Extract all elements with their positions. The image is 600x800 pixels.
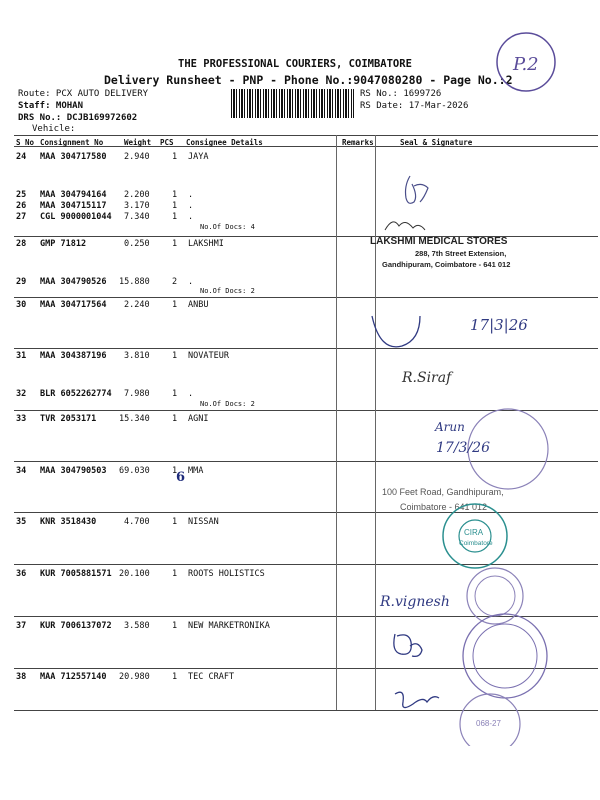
staff-label: Staff: MOHAN <box>18 101 84 111</box>
row-weight: 15.340 <box>119 414 150 424</box>
row-sno: 37 <box>16 621 27 631</box>
agency-stamp-address: 100 Feet Road, Gandhipuram, <box>382 487 504 497</box>
handwritten-date-row-33: 17/3/26 <box>436 440 490 456</box>
row-consignee: AGNI <box>188 414 209 424</box>
col-sno: S No <box>16 138 35 147</box>
row-consignment: MAA 304715117 <box>40 201 107 211</box>
row-weight: 7.980 <box>124 389 150 399</box>
row-consignment: MAA 304717580 <box>40 152 107 162</box>
row-consignee: ANBU <box>188 300 209 310</box>
row-weight: 2.240 <box>124 300 150 310</box>
row-pcs: 1 <box>172 466 178 476</box>
vehicle-label: Vehicle: <box>32 124 76 134</box>
row-consignment: MAA 304790526 <box>40 277 107 287</box>
lakshmi-stamp-address: 288, 7th Street Extension, <box>415 249 507 258</box>
row-sno: 24 <box>16 152 27 162</box>
handwritten-signature-row-33: Arun <box>435 420 465 434</box>
handwritten-signature-row-36: R.vignesh <box>380 594 450 610</box>
row-consignee: LAKSHMI <box>188 239 224 249</box>
row-weight: 69.030 <box>119 466 150 476</box>
row-sno: 32 <box>16 389 27 399</box>
page-number-mark: P.2 <box>513 54 539 75</box>
bottom-stamp-code: 068-27 <box>476 719 501 728</box>
row-sno: 34 <box>16 466 27 476</box>
row-weight: 0.250 <box>124 239 150 249</box>
row-sno: 25 <box>16 190 27 200</box>
row-weight: 7.340 <box>124 212 150 222</box>
signature-row-38 <box>395 692 439 707</box>
lakshmi-stamp-city: Gandhipuram, Coimbatore - 641 012 <box>382 260 511 269</box>
col-remarks: Remarks <box>342 138 374 147</box>
row-weight: 3.580 <box>124 621 150 631</box>
row-consignee: TEC CRAFT <box>188 672 235 682</box>
col-consignment: Consignment No <box>40 138 104 147</box>
route-label: Route: PCX AUTO DELIVERY <box>18 89 149 99</box>
row-consignee: NISSAN <box>188 517 219 527</box>
row-pcs: 1 <box>172 190 178 200</box>
row-consignee: . <box>188 212 194 222</box>
docs-count: No.Of Docs: 2 <box>200 400 255 408</box>
row-consignee: . <box>188 201 194 211</box>
row-weight: 3.810 <box>124 351 150 361</box>
agency-stamp-city: Coimbatore - 641 012 <box>400 502 488 512</box>
row-pcs: 1 <box>172 152 178 162</box>
row-sno: 36 <box>16 569 27 579</box>
row-consignment: GMP 71812 <box>40 239 87 249</box>
signature-row-24 <box>406 176 429 203</box>
row-sno: 30 <box>16 300 27 310</box>
signature-row-30 <box>372 316 420 347</box>
row-sno: 35 <box>16 517 27 527</box>
cira-stamp-name: CIRA <box>464 528 484 537</box>
row-weight: 15.880 <box>119 277 150 287</box>
row-pcs: 1 <box>172 300 178 310</box>
col-seal-signature: Seal & Signature <box>400 138 473 147</box>
page-number-stamp <box>494 30 558 94</box>
docs-count: No.Of Docs: 2 <box>200 287 255 295</box>
row-consignment: KNR 3518430 <box>40 517 97 527</box>
col-consignee: Consignee Details <box>186 138 263 147</box>
row-pcs: 1 <box>172 414 178 424</box>
row-consignment: KUR 7005881571 <box>40 569 112 579</box>
row-consignee: ROOTS HOLISTICS <box>188 569 265 579</box>
row-consignee: NEW MARKETRONIKA <box>188 621 270 631</box>
row-consignment: KUR 7006137072 <box>40 621 112 631</box>
row-consignee: . <box>188 389 194 399</box>
row-consignee: . <box>188 277 194 287</box>
row-pcs: 1 <box>172 351 178 361</box>
row-consignee: JAYA <box>188 152 209 162</box>
row-sno: 28 <box>16 239 27 249</box>
row-weight: 20.100 <box>119 569 150 579</box>
signature-row-28 <box>385 222 425 230</box>
row-sno: 27 <box>16 212 27 222</box>
row-sno: 26 <box>16 201 27 211</box>
row-weight: 2.940 <box>124 152 150 162</box>
row-consignment: MAA 712557140 <box>40 672 107 682</box>
row-sno: 33 <box>16 414 27 424</box>
barcode <box>231 89 354 118</box>
row-pcs: 1 <box>172 239 178 249</box>
row-consignee: NOVATEUR <box>188 351 229 361</box>
handwritten-pcs-correction: 6 <box>176 470 186 485</box>
row-consignment: MAA 304790503 <box>40 466 107 476</box>
drs-number: DRS No.: DCJB169972602 <box>18 113 138 123</box>
row-pcs: 1 <box>172 672 178 682</box>
row-weight: 20.980 <box>119 672 150 682</box>
seal-signature-area <box>340 146 598 746</box>
lakshmi-stamp-name: LAKSHMI MEDICAL STORES <box>370 236 508 247</box>
row-sno: 29 <box>16 277 27 287</box>
company-title: THE PROFESSIONAL COURIERS, COIMBATORE <box>178 58 412 70</box>
col-weight: Weight <box>124 138 152 147</box>
signature-row-37 <box>394 634 422 656</box>
row-weight: 4.700 <box>124 517 150 527</box>
row-consignment: MAA 304387196 <box>40 351 107 361</box>
row-pcs: 1 <box>172 517 178 527</box>
row-consignment: MAA 304717564 <box>40 300 107 310</box>
rs-number: RS No.: 1699726 <box>360 89 442 99</box>
row-pcs: 1 <box>172 621 178 631</box>
rs-date: RS Date: 17-Mar-2026 <box>360 101 469 111</box>
row-weight: 3.170 <box>124 201 150 211</box>
row-consignee: MMA <box>188 466 204 476</box>
runsheet-title: Delivery Runsheet - PNP - Phone No.:9047080280 - Page No.:2 <box>104 73 513 87</box>
row-pcs: 1 <box>172 569 178 579</box>
handwritten-signature-row-31: R.Siraf <box>402 370 452 386</box>
row-consignment: TVR 2053171 <box>40 414 97 424</box>
row-consignee: . <box>188 190 194 200</box>
row-pcs: 1 <box>172 212 178 222</box>
row-pcs: 1 <box>172 201 178 211</box>
row-pcs: 1 <box>172 389 178 399</box>
row-consignment: BLR 6052262774 <box>40 389 112 399</box>
row-consignment: CGL 9000001044 <box>40 212 112 222</box>
round-stamp-row-37 <box>463 614 547 698</box>
row-sno: 31 <box>16 351 27 361</box>
docs-count: No.Of Docs: 4 <box>200 223 255 231</box>
handwritten-date-row-30: 17|3|26 <box>470 316 528 334</box>
col-pcs: PCS <box>160 138 174 147</box>
row-consignment: MAA 304794164 <box>40 190 107 200</box>
row-sno: 38 <box>16 672 27 682</box>
row-weight: 2.200 <box>124 190 150 200</box>
row-pcs: 2 <box>172 277 178 287</box>
cira-stamp-city: Coimbatore <box>459 540 493 547</box>
